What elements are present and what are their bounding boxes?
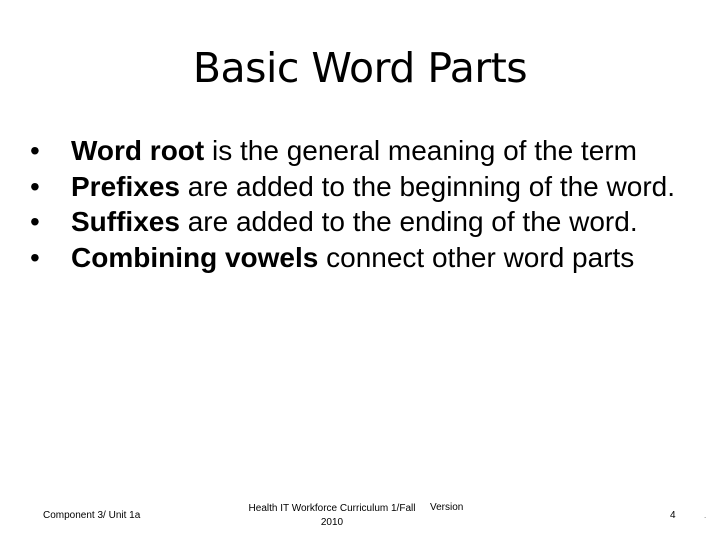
bullet-term: Prefixes <box>71 170 180 202</box>
bullet-text: is the general meaning of the term <box>204 135 637 166</box>
footer-component: Component 3/ Unit 1a <box>43 510 141 521</box>
footer-page-number: 4 <box>670 510 676 521</box>
bullet-icon: • <box>30 135 40 166</box>
bullet-text: are added to the ending of the word. <box>179 206 638 237</box>
bullet-text: are added to the beginning of the word. <box>179 170 675 202</box>
bullet-icon: • <box>30 206 40 237</box>
bullet-term: Suffixes <box>71 206 180 237</box>
bullet-item-suffixes <box>30 204 690 240</box>
footer-version: Version <box>430 502 464 513</box>
footer-curriculum: Health IT Workforce Curriculum 1/Fall 2010 <box>248 503 416 528</box>
slide-title: Basic Word Parts <box>192 44 528 92</box>
bullet-list <box>30 133 690 275</box>
bullet-text: connect other word parts <box>318 241 635 273</box>
bullet-term: Word root <box>71 135 205 166</box>
bullet-item-combining-vowels <box>30 240 690 276</box>
bullet-item-word-root <box>30 133 690 169</box>
bullet-icon: • <box>30 241 40 273</box>
bullet-term: Combining vowels <box>71 241 319 273</box>
bullet-icon: • <box>30 170 40 202</box>
footer-mark: . <box>704 511 707 520</box>
bullet-item-prefixes <box>30 169 690 205</box>
